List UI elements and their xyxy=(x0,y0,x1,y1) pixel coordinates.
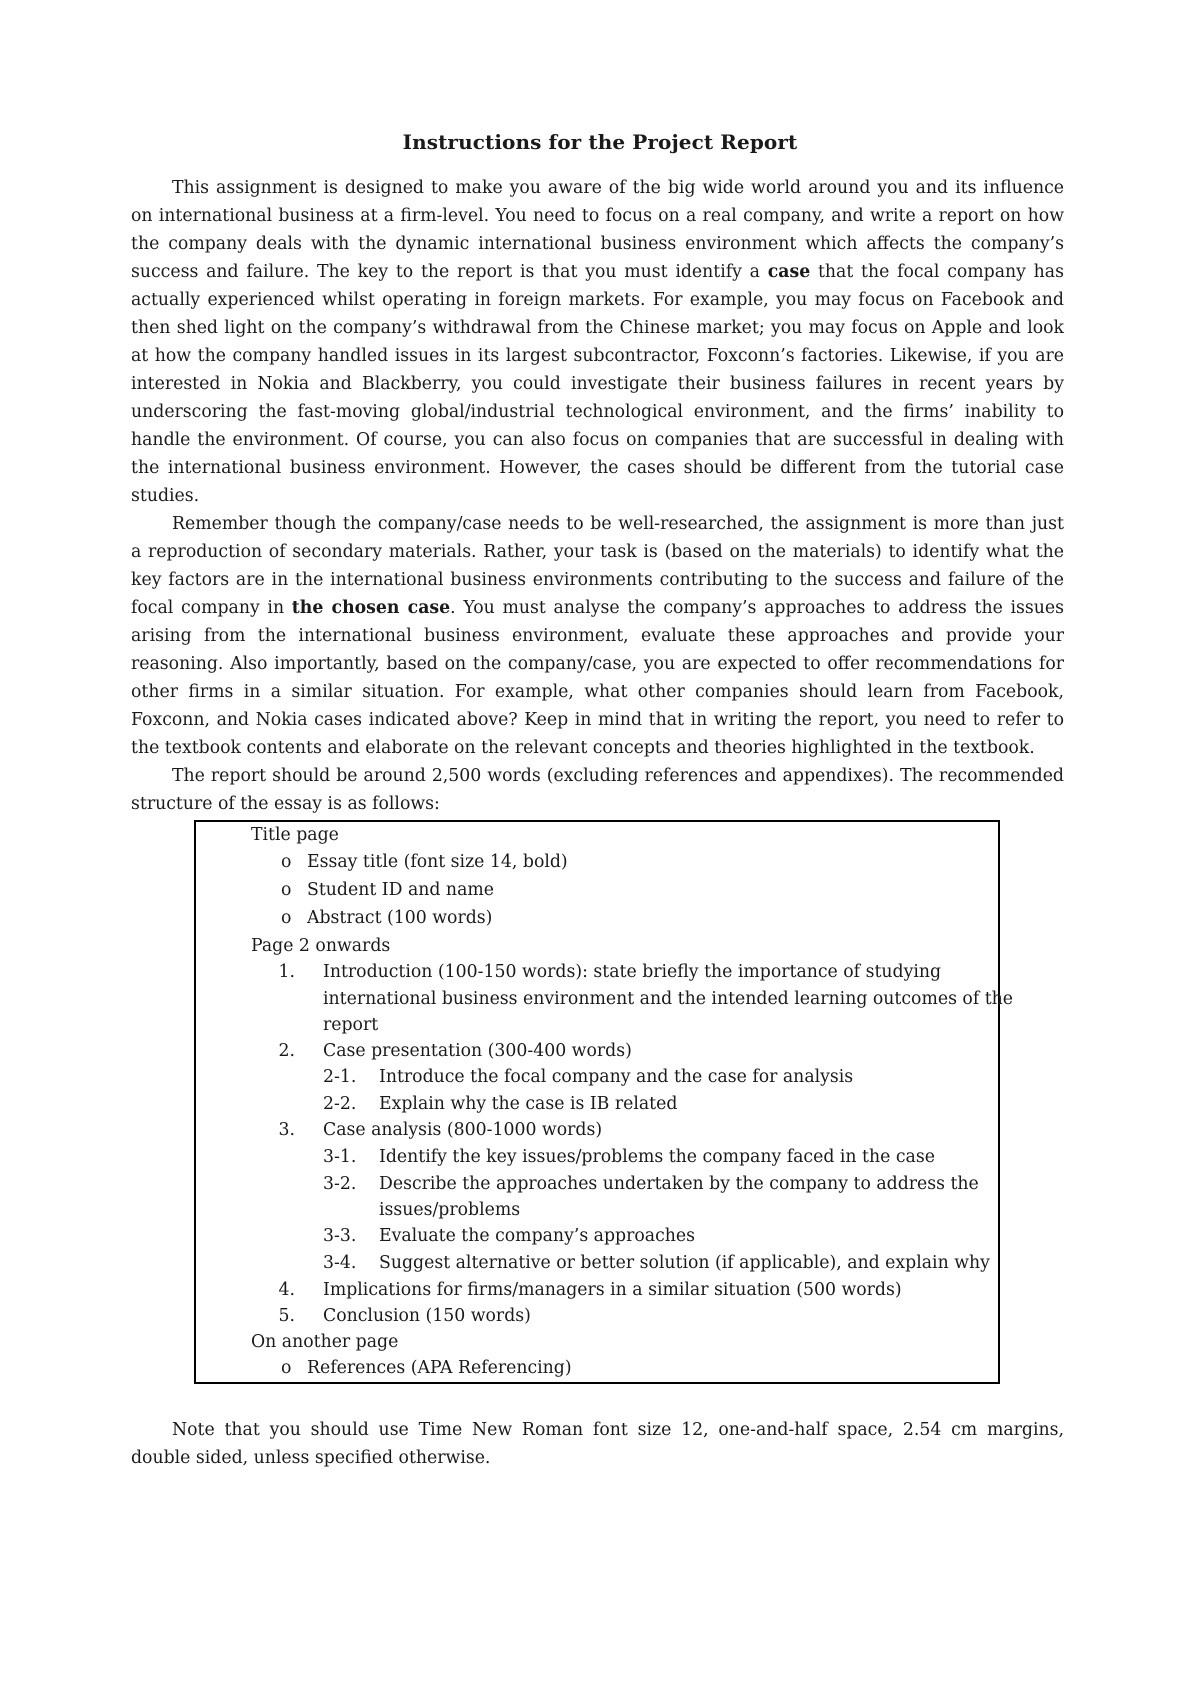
paragraph-3: The report should be around 2,500 words (excluding references and appendixes). The recommended structure of the essay is as follows: xyxy=(131,766,1064,814)
bullet-icon: o xyxy=(281,1358,292,1378)
list-item: Introduction (100-150 words): state briefly the importance of studying xyxy=(323,962,942,982)
sub-item-number: 3-3. xyxy=(323,1226,357,1246)
list-item: Essay title (font size 14, bold) xyxy=(307,852,568,872)
list-item-continued: report xyxy=(323,1015,379,1035)
sub-item: Evaluate the company’s approaches xyxy=(379,1226,695,1246)
list-number: 3. xyxy=(278,1120,295,1140)
sub-item-number: 2-2. xyxy=(323,1094,357,1114)
list-item: Case analysis (800-1000 words) xyxy=(323,1120,603,1140)
bullet-icon: o xyxy=(281,908,292,928)
list-item-continued: international business environment and the intended learning outcomes of the xyxy=(323,989,1014,1009)
paragraph-1-part-b: that the focal company has actually experienced whilst operating in foreign markets. For example, you may focus on Facebook and then shed light on the company’s withdrawal from the Chinese market; you may focus on Apple and look at how the company handled issues in its largest subcontractor, Foxconn’s factories. Likewise, if you are interested in Nokia and Blackberry, you could investigate their business failures in recent years by underscoring the fast-moving global/industrial technological environment, and the firms’ inability to handle the environment. Of course, you can also focus on companies that are successful in dealing with the international business environment. However, the cases should be different from the tutorial case studies. xyxy=(131,262,1064,506)
paragraph-2-part-a: Remember though the company/case needs to be well-researched, the assignment is more than just a reproduction of secondary materials. Rather, your task is (based on the materials) to identify what the key factors are in the international business environments contributing to the success and failure of the focal company in xyxy=(131,514,1064,618)
formatting-note xyxy=(131,1416,1064,1472)
bullet-icon: o xyxy=(281,852,292,872)
paragraph-2-part-b: . You must analyse the company’s approaches to address the issues arising from the international business environment, evaluate these approaches and provide your reasoning. Also importantly, based on the company/case, you are expected to offer recommendations for other firms in a similar situation. For example, what other companies should learn from Facebook, Foxconn, and Nokia cases indicated above? Keep in mind that in writing the report, you need to refer to the textbook contents and elaborate on the relevant concepts and theories highlighted in the textbook. xyxy=(131,598,1064,758)
paragraph-1-bold: case xyxy=(767,262,811,282)
instructions-body xyxy=(131,174,1064,818)
paragraph-1-part-a: This assignment is designed to make you aware of the big wide world around you and its influence on international business at a firm-level. You need to focus on a real company, and write a report on how the company deals with the dynamic international business environment which affects the company’s success and failure. The key to the report is that you must identify a xyxy=(131,178,1064,282)
sub-item: Describe the approaches undertaken by the company to address the xyxy=(379,1174,979,1194)
list-item: Implications for firms/managers in a similar situation (500 words) xyxy=(323,1280,902,1300)
sub-item-number: 3-2. xyxy=(323,1174,357,1194)
list-number: 4. xyxy=(278,1280,295,1300)
note-paragraph: Note that you should use Time New Roman font size 12, one-and-half space, 2.54 cm margins, double sided, unless specified otherwise. xyxy=(131,1420,1064,1468)
paragraph-2-bold: the chosen case xyxy=(291,598,451,618)
list-number: 5. xyxy=(278,1306,295,1326)
list-item: Student ID and name xyxy=(307,880,494,900)
list-item: Abstract (100 words) xyxy=(307,908,493,928)
sub-item-number: 3-4. xyxy=(323,1253,357,1273)
section-title-page: Title page xyxy=(251,825,339,845)
paragraph-2 xyxy=(131,510,1064,762)
list-item: Conclusion (150 words) xyxy=(323,1306,531,1326)
list-item: References (APA Referencing) xyxy=(307,1358,572,1378)
sub-item: Introduce the focal company and the case for analysis xyxy=(379,1067,854,1087)
sub-item: Explain why the case is IB related xyxy=(379,1094,678,1114)
list-item: Case presentation (300-400 words) xyxy=(323,1041,632,1061)
list-number: 2. xyxy=(278,1041,295,1061)
section-another-page: On another page xyxy=(251,1332,399,1352)
sub-item-number: 2-1. xyxy=(323,1067,357,1087)
structure-box xyxy=(194,820,1014,1384)
section-page-2: Page 2 onwards xyxy=(251,936,391,956)
sub-item: Identify the key issues/problems the company faced in the case xyxy=(379,1147,935,1167)
paragraph-1 xyxy=(131,174,1064,510)
sub-item: Suggest alternative or better solution (if applicable), and explain why xyxy=(379,1253,990,1273)
sub-item-number: 3-1. xyxy=(323,1147,357,1167)
list-number: 1. xyxy=(278,962,295,982)
sub-item-continued: issues/problems xyxy=(379,1200,521,1220)
bullet-icon: o xyxy=(281,880,292,900)
page-title: Instructions for the Project Report xyxy=(402,130,798,154)
